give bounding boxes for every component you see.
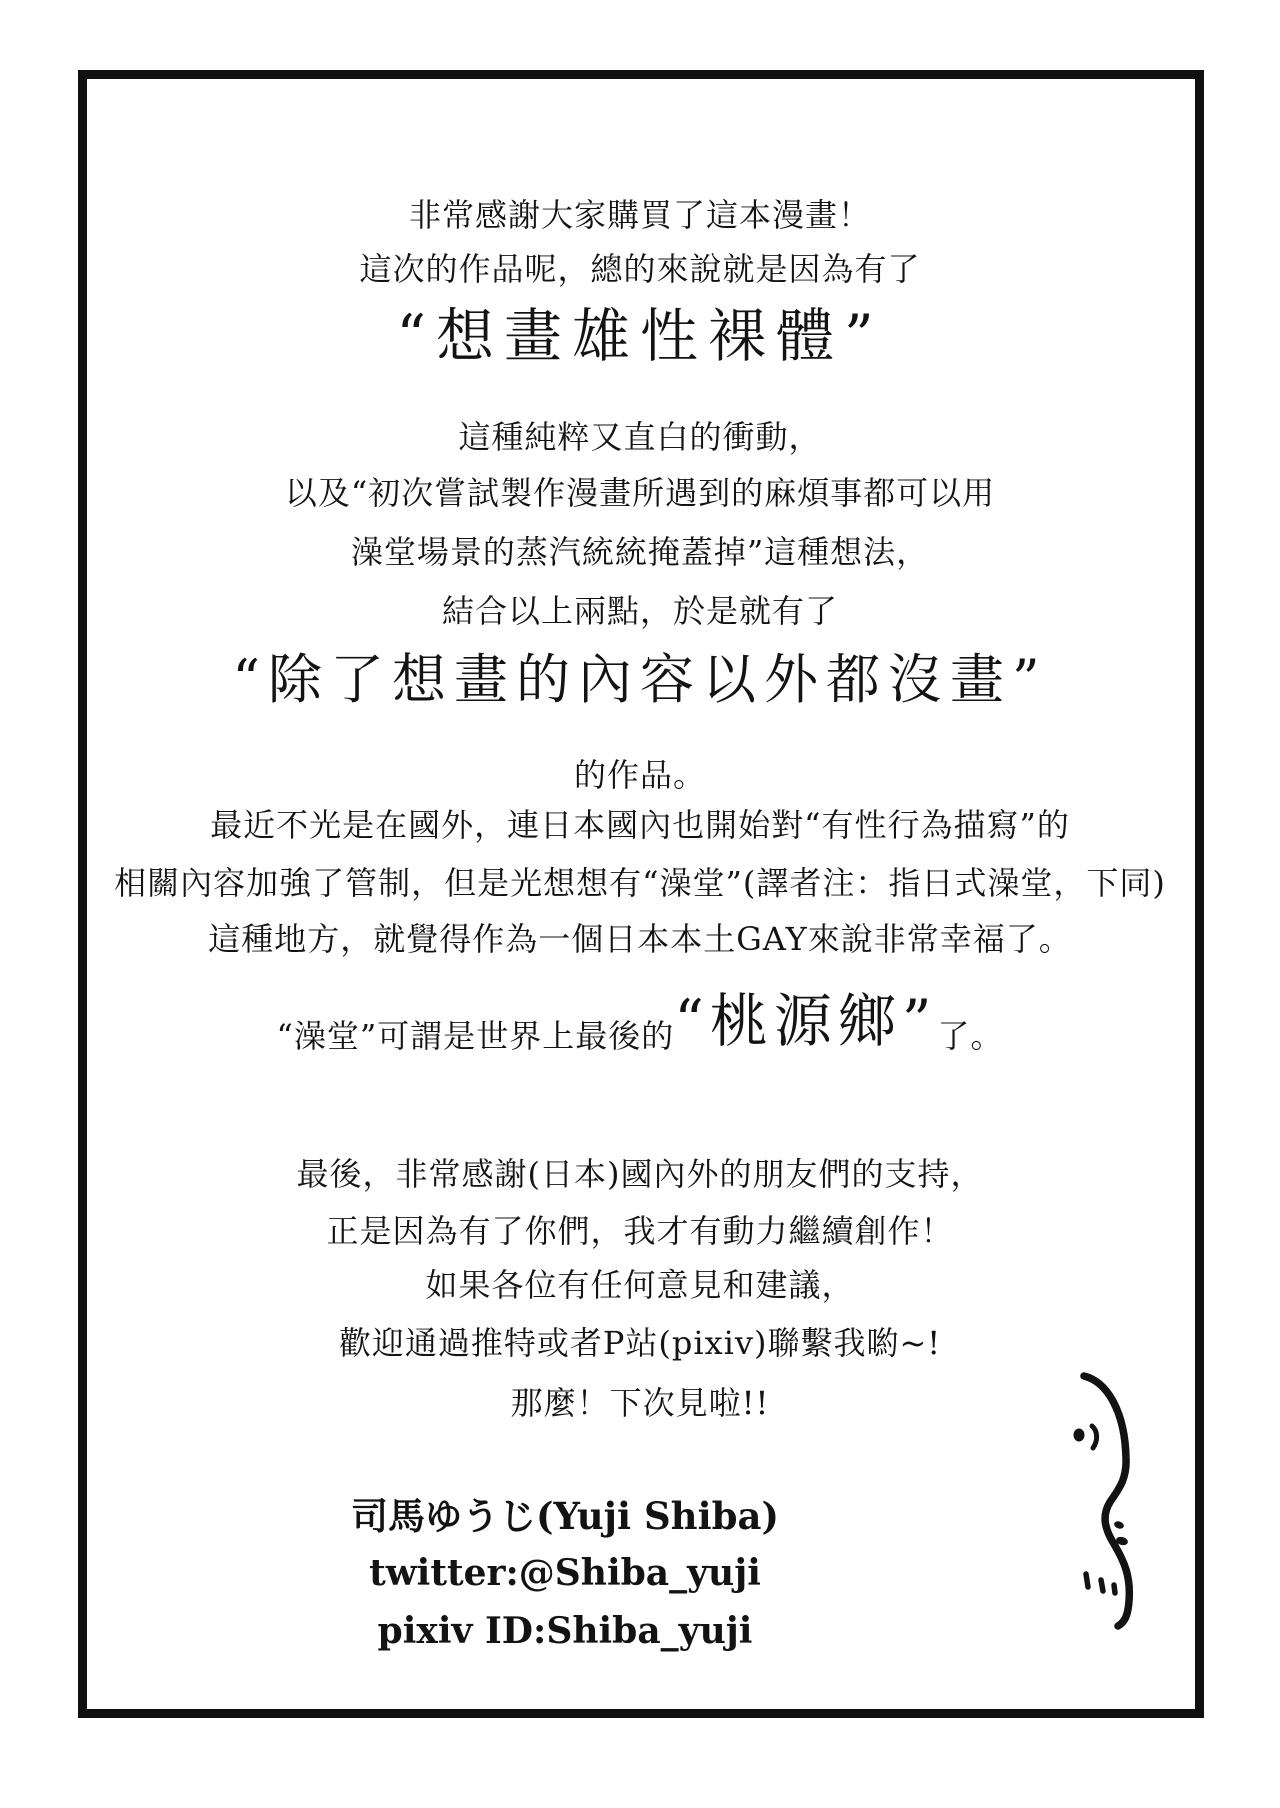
author-name: 司馬ゆうじ(Yuji Shiba) xyxy=(351,1494,779,1538)
face-profile-stroke xyxy=(1084,1376,1129,1626)
closing-line-4: 歡迎通過推特或者P站(pixiv)聯繫我喲~! xyxy=(338,1324,942,1362)
mouth-dash-3 xyxy=(1114,1585,1115,1593)
utopia-big: “桃源鄉” xyxy=(674,987,938,1055)
mouth-dash-1 xyxy=(1086,1574,1088,1587)
body1-line-2: 以及“初次嘗試製作漫畫所遇到的麻煩事都可以用 xyxy=(284,474,996,512)
closing-line-3: 如果各位有任何意見和建議， xyxy=(425,1266,855,1304)
body2-line-4: 這種地方，就覺得作為一個日本本土GAY來說非常幸福了。 xyxy=(208,920,1072,958)
body2-line-2: 最近不光是在國外，連日本國內也開始對“有性行為描寫”的 xyxy=(210,806,1070,844)
body1-line-3: 澡堂場景的蒸汽統統掩蓋掉”這種想法， xyxy=(350,533,930,571)
pixiv-id: pixiv ID:Shiba_yuji xyxy=(377,1610,753,1652)
eye-dot xyxy=(1074,1429,1085,1442)
nose-dot-upper xyxy=(1113,1520,1125,1530)
utopia-line xyxy=(0,985,1280,1058)
closing-line-1: 最後，非常感謝(日本)國內外的朋友們的支持， xyxy=(296,1155,984,1193)
twitter-handle: twitter:@Shiba_yuji xyxy=(369,1552,761,1594)
utopia-suffix: 了。 xyxy=(937,1017,1004,1055)
intro-line-1: 非常感謝大家購買了這本漫畫！ xyxy=(408,196,871,234)
body2-line-3: 相關內容加強了管制，但是光想想有“澡堂”(譯者注：指日式澡堂，下同) xyxy=(114,864,1166,902)
headline-only-drew: “除了想畫的內容以外都沒畫” xyxy=(232,648,1048,711)
closing-line-2: 正是因為有了你們，我才有動力繼續創作！ xyxy=(326,1212,954,1250)
body2-line-1: 的作品。 xyxy=(573,756,706,794)
utopia-prefix: “澡堂”可謂是世界上最後的 xyxy=(276,1017,675,1055)
intro-line-2: 這次的作品呢，總的來說就是因為有了 xyxy=(359,250,921,288)
mouth-dash-2 xyxy=(1101,1580,1103,1591)
body1-line-4: 結合以上兩點，於是就有了 xyxy=(441,592,838,630)
closing-line-5: 那麼！下次見啦!! xyxy=(510,1384,770,1422)
headline-male-nude: “想畫雄性裸體” xyxy=(396,302,884,370)
profile-face-doodle xyxy=(1048,1358,1158,1648)
eye-curve xyxy=(1092,1426,1097,1448)
body1-line-1: 這種純粹又直白的衝動， xyxy=(458,418,822,456)
